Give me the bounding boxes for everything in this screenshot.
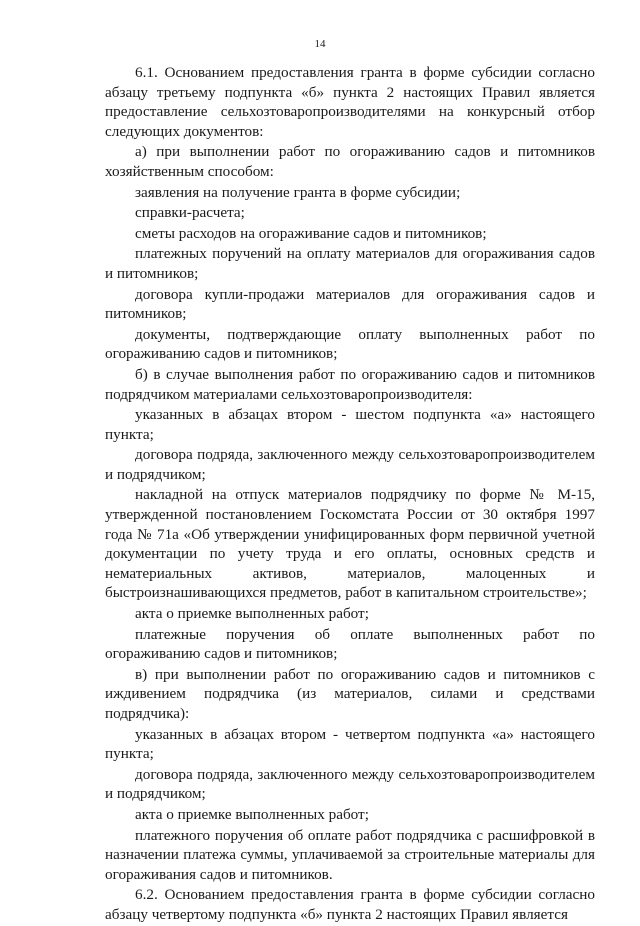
paragraph: в) при выполнении работ по огораживанию садов и питомников с иждивением подрядчика (из материалов, силами и средствами подрядчика): — [105, 665, 595, 722]
paragraph: накладной на отпуск материалов подрядчику по форме № М-15, утвержденной постановлением Госкомстата России от 30 октября 1997 года № 71а «Об утверждении унифицированных форм первичной учетной документации по учету труда и его оплаты, основных средств и нематериальных активов, материалов, малоценных и быстроизнашивающихся предметов, работ в капитальном строительстве»; — [105, 486, 595, 602]
paragraph: договора купли-продажи материалов для огораживания садов и питомников; — [105, 285, 595, 323]
paragraph: договора подряда, заключенного между сельхозтоваропроизводителем и подрядчиком; — [105, 765, 595, 803]
paragraph: договора подряда, заключенного между сельхозтоваропроизводителем и подрядчиком; — [105, 446, 595, 483]
paragraph: 6.1. Основанием предоставления гранта в форме субсидии согласно абзацу третьему подпункта «б» пункта 2 настоящих Правил является предоставление сельхозтоваропроизводителями на конкурсный отбор следующих документов: — [105, 64, 595, 140]
paragraph: платежного поручения об оплате работ подрядчика с расшифровкой в назначении платежа суммы, уплачиваемой за строительные материалы для огораживания садов и питомников. — [105, 826, 595, 883]
document-body — [105, 63, 595, 926]
paragraph: б) в случае выполнения работ по огораживанию садов и питомников подрядчиком материалами сельхозтоваропроизводителя: — [105, 365, 595, 403]
paragraph: указанных в абзацах втором - четвертом подпункта «а» настоящего пункта; — [105, 725, 595, 763]
paragraph: заявления на получение гранта в форме субсидии; — [135, 183, 461, 201]
page-number: 14 — [314, 38, 326, 50]
paragraph: справки-расчета; — [135, 204, 245, 222]
paragraph: а) при выполнении работ по огораживанию садов и питомников хозяйственным способом: — [105, 143, 595, 180]
paragraph: платежных поручений на оплату материалов для огораживания садов и питомников; — [105, 245, 595, 282]
paragraph: документы, подтверждающие оплату выполненных работ по огораживанию садов и питомников; — [105, 325, 595, 363]
paragraph: 6.2. Основанием предоставления гранта в форме субсидии согласно абзацу четвертому подпункта «б» пункта 2 настоящих Правил является — [105, 886, 595, 923]
paragraph: акта о приемке выполненных работ; — [135, 805, 369, 823]
paragraph: акта о приемке выполненных работ; — [135, 605, 369, 623]
paragraph: указанных в абзацах втором - шестом подпункта «а» настоящего пункта; — [105, 406, 595, 443]
paragraph: платежные поручения об оплате выполненных работ по огораживанию садов и питомников; — [105, 625, 595, 663]
paragraph: сметы расходов на огораживание садов и питомников; — [135, 224, 487, 242]
